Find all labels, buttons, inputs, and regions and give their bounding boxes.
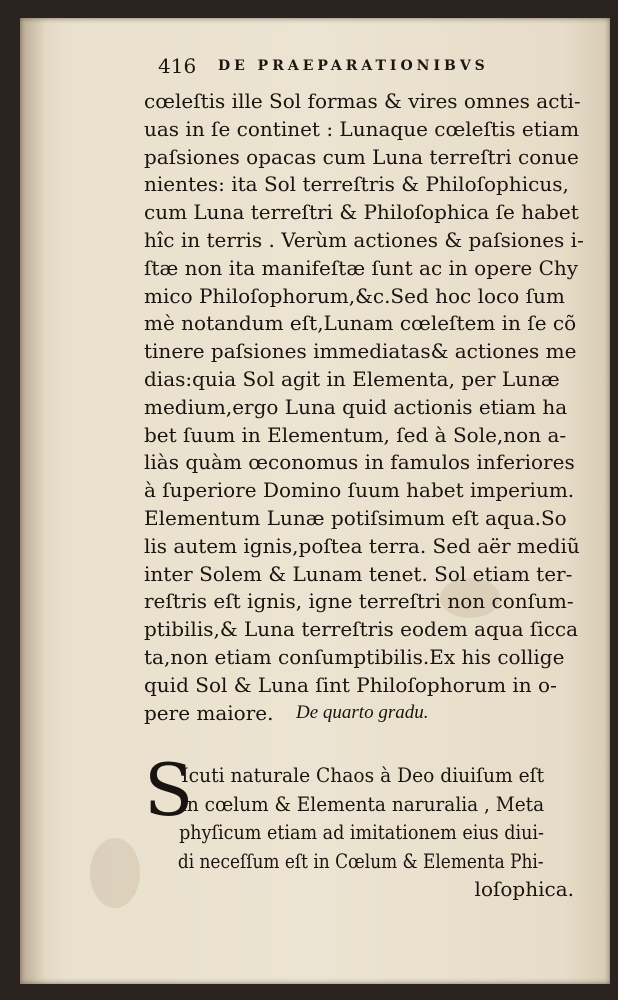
- text-line: mè notandum eſt,Lunam cœleſtem in ſe cõ: [144, 311, 577, 336]
- text-line: cum Luna terreſtri & Philoſophica ſe habet: [144, 200, 579, 225]
- text-line: mico Philoſophorum,&c.Sed hoc loco ſum: [144, 283, 565, 308]
- text-line: lis autem ignis,poſtea terra. Sed aër mediũ: [144, 533, 580, 558]
- text-line: pere maiore.: [144, 700, 274, 725]
- text-line: paſsiones opacas cum Luna terreſtri conue: [144, 144, 579, 169]
- text-line: tinere paſsiones immediatas& actiones me: [144, 339, 577, 364]
- section-text-line: phyſicum etiam ad imitationem eius diui-: [179, 820, 544, 844]
- section-heading: De quarto gradu.: [296, 702, 429, 723]
- text-line: uas in ſe continet : Lunaque cœleſtis etiam: [144, 116, 580, 141]
- text-line: à ſuperiore Domino ſuum habet imperium.: [144, 478, 575, 503]
- text-line: medium,ergo Luna quid actionis etiam ha: [144, 394, 568, 419]
- page-spine-shadow: [20, 18, 46, 984]
- running-title: DE PRAEPARATIONIBVS: [218, 58, 489, 74]
- section-text-line: Icuti naturale Chaos à Deo diuiſum eſt: [181, 763, 545, 787]
- text-line: cœleſtis ille Sol formas & vires omnes acti-: [144, 89, 581, 113]
- section-text-line: loſophica.: [474, 877, 574, 901]
- book-page: [20, 18, 610, 984]
- page-number: 416: [158, 54, 197, 78]
- text-line: bet ſuum in Elementum, ſed à Sole,non a-: [144, 422, 567, 447]
- text-line: ptibilis,& Luna terreſtris eodem aqua ſicca: [144, 617, 579, 642]
- text-line: hîc in terris . Verùm actiones & paſsiones i-: [144, 227, 584, 252]
- running-head: [158, 46, 598, 86]
- body-text: [144, 88, 584, 727]
- paper-stain: [90, 838, 140, 908]
- text-line: ta,non etiam conſumptibilis.Ex his collige: [144, 644, 565, 669]
- text-line: quid Sol & Luna ſint Philoſophorum in o-: [144, 672, 557, 697]
- text-line: reſtris eſt ignis, igne terreſtri non conſum-: [144, 589, 574, 614]
- text-line: Elementum Lunæ potiſsimum eſt aqua.So: [144, 505, 567, 530]
- text-line: dias:quia Sol agit in Elementa, per Lunæ: [144, 366, 560, 391]
- text-line: ſtæ non ita manifeſtæ ſunt ac in opere Chy: [144, 255, 579, 280]
- text-line: inter Solem & Lunam tenet. Sol etiam ter-: [144, 561, 573, 586]
- text-line: nientes: ita Sol terreſtris & Philoſophicus,: [144, 172, 569, 197]
- text-line: liàs quàm œconomus in famulos inferiores: [144, 450, 575, 475]
- drop-cap-initial: S: [144, 748, 194, 832]
- section-text-line: in cœlum & Elementa naruralia , Meta: [180, 791, 545, 816]
- section-text: [144, 761, 584, 904]
- section-text-line: di neceſſum eſt in Cœlum & Elementa Phi-: [177, 848, 544, 873]
